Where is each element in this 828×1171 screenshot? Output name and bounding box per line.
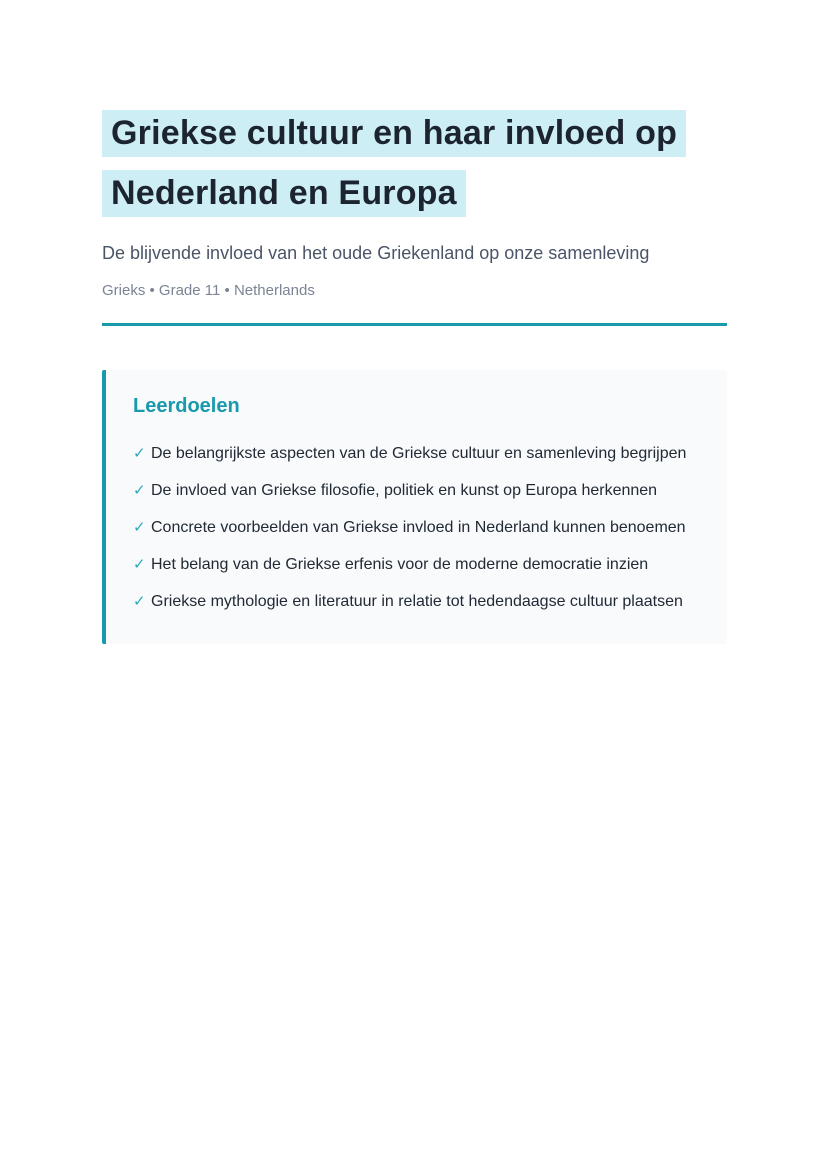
- objective-item: [133, 550, 699, 579]
- objective-text: Griekse mythologie en literatuur in relatie tot hedendaagse cultuur plaatsen: [151, 593, 683, 610]
- objective-text: Concrete voorbeelden van Griekse invloed in Nederland kunnen benoemen: [151, 519, 686, 536]
- check-icon: ✓: [133, 593, 146, 610]
- page-title: [102, 103, 727, 223]
- objectives-list: [133, 439, 699, 616]
- title-highlight: Griekse cultuur en haar invloed op Nederland en Europa: [102, 110, 686, 217]
- objective-item: [133, 587, 699, 616]
- objective-text: De belangrijkste aspecten van de Griekse cultuur en samenleving begrijpen: [151, 445, 687, 462]
- objective-item: [133, 513, 699, 542]
- lesson-subtitle: De blijvende invloed van het oude Griekenland op onze samenleving: [102, 243, 650, 263]
- objective-text: Het belang van de Griekse erfenis voor de moderne democratie inzien: [151, 556, 649, 573]
- accent-divider: [102, 323, 727, 326]
- check-icon: ✓: [133, 519, 146, 536]
- lesson-content: [102, 103, 727, 644]
- objective-text: De invloed van Griekse filosofie, politiek en kunst op Europa herkennen: [151, 482, 658, 499]
- check-icon: ✓: [133, 556, 146, 573]
- objective-item: [133, 476, 699, 505]
- objectives-card: [102, 370, 727, 644]
- lesson-meta: Grieks • Grade 11 • Netherlands: [102, 282, 315, 299]
- check-icon: ✓: [133, 445, 146, 462]
- objective-item: [133, 439, 699, 468]
- objectives-heading: Leerdoelen: [133, 395, 240, 417]
- check-icon: ✓: [133, 482, 146, 499]
